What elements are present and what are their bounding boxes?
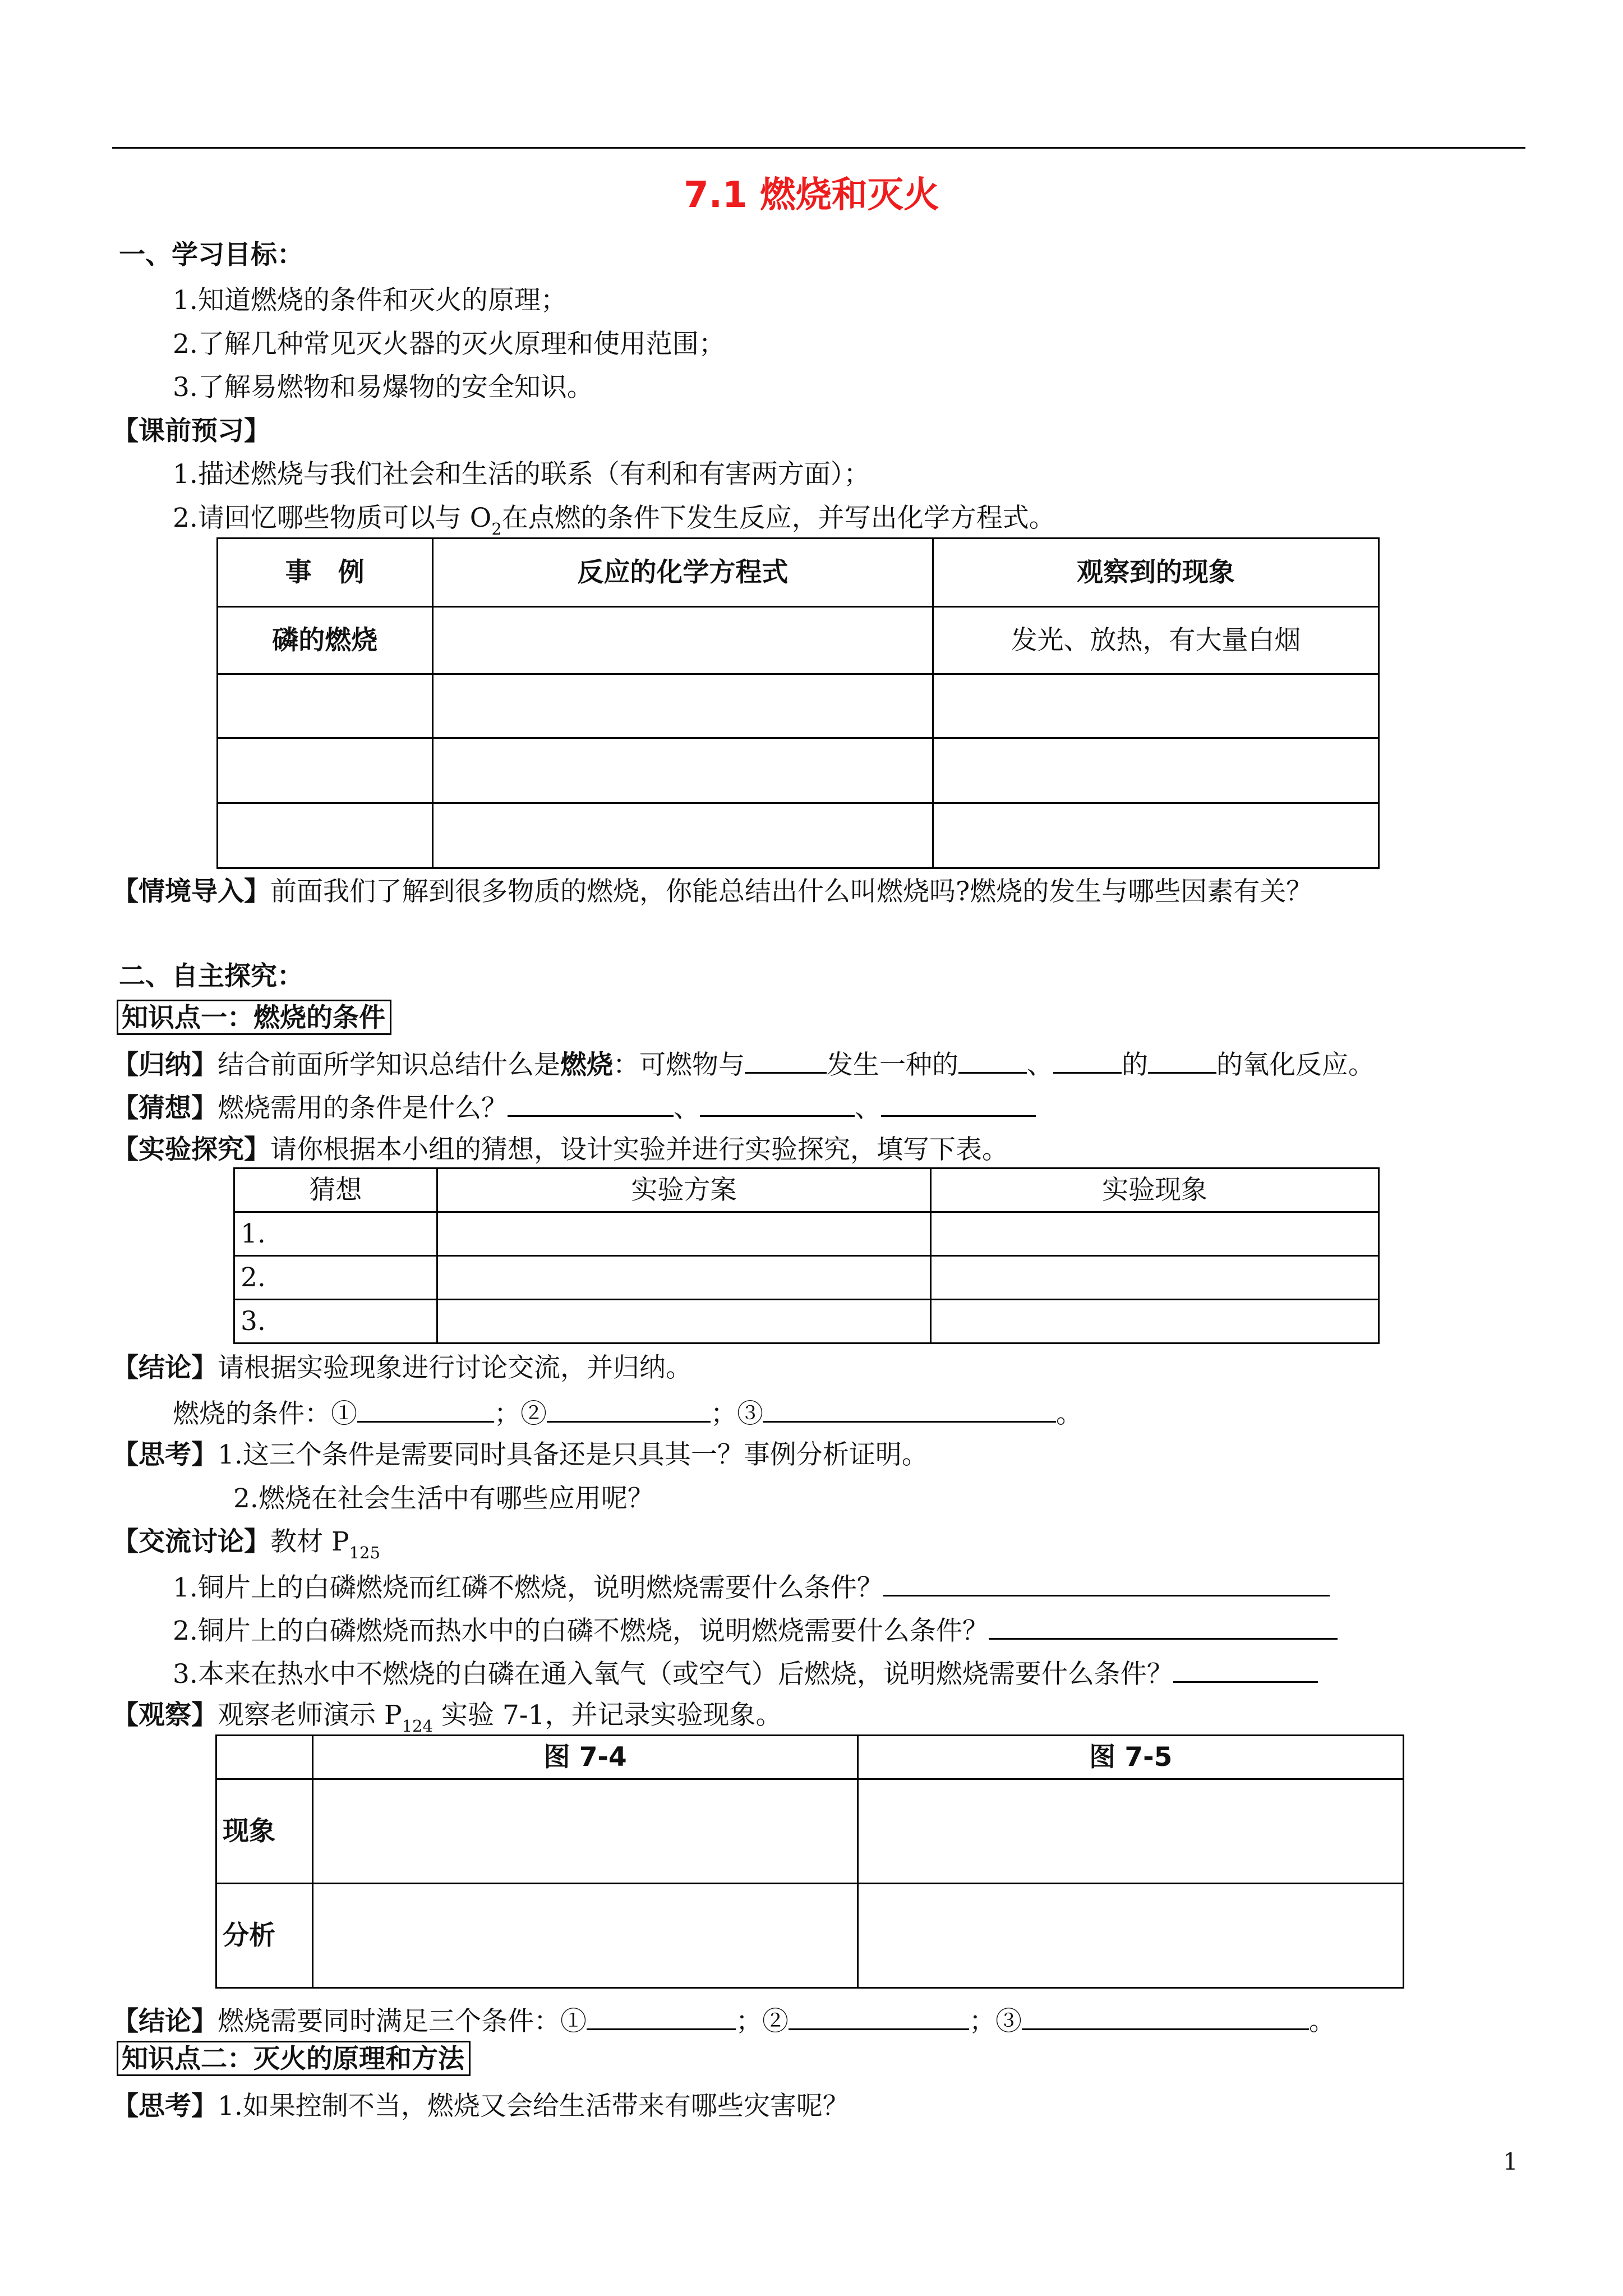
- jiaoliu-question-2: [173, 1616, 1338, 1644]
- jielun-text: ；②: [736, 2006, 789, 2037]
- jielun-text: 燃烧需要同时满足三个条件：①: [218, 2006, 587, 2037]
- answer-blank[interactable]: [989, 1616, 1338, 1640]
- jielun-text: 。: [1309, 2006, 1335, 2037]
- preview-question-2-text-end: 在点燃的条件下发生反应，并写出化学方程式。: [501, 503, 1055, 533]
- oxygen-subscript: 2: [491, 519, 502, 539]
- intro-paragraph: [112, 878, 1312, 905]
- table-cell: 3.: [234, 1300, 437, 1343]
- separator: 、: [855, 1093, 881, 1124]
- guancha-line: [112, 1700, 782, 1736]
- answer-blank[interactable]: [1053, 1050, 1122, 1074]
- header-rule: [112, 147, 1525, 149]
- answer-blank[interactable]: [745, 1050, 827, 1074]
- sikao-question: 1.这三个条件是需要同时具备还是只具其一？事例分析证明。: [218, 1439, 928, 1470]
- table-cell-answer[interactable]: [933, 738, 1379, 803]
- shiyan-line: [112, 1134, 1008, 1165]
- table-cell-answer[interactable]: [432, 803, 933, 868]
- separator: 、: [674, 1093, 700, 1124]
- jiaoliu-line: [112, 1526, 380, 1562]
- jiaoliu-text: 教材 P: [270, 1526, 349, 1557]
- table-cell-answer[interactable]: [432, 607, 933, 674]
- sikao-question: 2.燃烧在社会生活中有哪些应用呢？: [233, 1483, 654, 1514]
- table-cell-answer[interactable]: [437, 1300, 931, 1343]
- guina-text: 的: [1122, 1050, 1148, 1080]
- guina-text: ：可燃物与: [613, 1050, 745, 1080]
- table-header: 反应的化学方程式: [432, 539, 933, 607]
- conditions-line: [173, 1398, 1082, 1427]
- guina-tag: 【归纳】: [112, 1050, 218, 1080]
- caixiang-tag: 【猜想】: [112, 1093, 218, 1124]
- table-cell-answer[interactable]: [933, 674, 1379, 738]
- table-cell-answer[interactable]: [218, 803, 433, 868]
- table-header: 观察到的现象: [933, 539, 1379, 607]
- jielun-text: ；③: [969, 2006, 1022, 2037]
- sikao-question: 1.如果控制不当，燃烧又会给生活带来有哪些灾害呢？: [218, 2091, 849, 2122]
- row-label: 分析: [216, 1884, 313, 1988]
- jiaoliu-question-3: [173, 1659, 1318, 1690]
- knowledge-point-1: 知识点一：燃烧的条件: [117, 1000, 391, 1035]
- guancha-tag: 【观察】: [112, 1700, 218, 1731]
- observation-table: [215, 1734, 1404, 1989]
- sikao-tag: 【思考】: [112, 2091, 218, 2122]
- jiaoliu-question-1: [173, 1572, 1330, 1601]
- answer-blank[interactable]: [883, 1572, 1330, 1596]
- jiaoliu-tag: 【交流讨论】: [112, 1526, 270, 1557]
- shiyan-text: 请你根据本小组的猜想，设计实验并进行实验探究，填写下表。: [270, 1134, 1008, 1165]
- table-cell-answer[interactable]: [933, 803, 1379, 868]
- conditions-text: 燃烧的条件：①: [173, 1398, 357, 1429]
- answer-blank[interactable]: [1173, 1659, 1318, 1683]
- objective-item: 1.知道燃烧的条件和灭火的原理；: [173, 285, 567, 316]
- table-cell: 2.: [234, 1256, 437, 1300]
- conditions-text: ；②: [494, 1398, 547, 1429]
- sikao-2-line: [112, 2091, 849, 2122]
- guina-text: 、: [1027, 1050, 1053, 1080]
- answer-blank[interactable]: [1022, 2006, 1309, 2030]
- guina-text: 结合前面所学知识总结什么是: [218, 1050, 560, 1080]
- answer-blank[interactable]: [1148, 1050, 1216, 1074]
- table-header: 猜想: [234, 1168, 437, 1212]
- intro-text: 前面我们了解到很多物质的燃烧，你能总结出什么叫燃烧吗?燃烧的发生与哪些因素有关？: [270, 876, 1313, 907]
- knowledge-point-2: 知识点二：灭火的原理和方法: [117, 2041, 471, 2076]
- jielun-2-line: [112, 2006, 1335, 2035]
- jielun-1-line: [112, 1352, 692, 1383]
- sikao-tag: 【思考】: [112, 1439, 218, 1470]
- table-header: 事 例: [218, 539, 433, 607]
- table-cell: 1.: [234, 1212, 437, 1256]
- table-cell-answer[interactable]: [312, 1884, 858, 1988]
- guina-line: [112, 1050, 1375, 1078]
- guancha-text: 观察老师演示 P: [218, 1700, 402, 1731]
- table-header: 图 7-5: [858, 1736, 1404, 1779]
- table-cell-answer[interactable]: [437, 1256, 931, 1300]
- section-1-heading: 一、学习目标：: [119, 240, 303, 270]
- table-header: 图 7-4: [312, 1736, 858, 1779]
- shiyan-tag: 【实验探究】: [112, 1134, 270, 1165]
- answer-blank[interactable]: [881, 1093, 1036, 1117]
- row-label: 现象: [216, 1779, 313, 1884]
- answer-blank[interactable]: [508, 1093, 674, 1117]
- guina-text: 发生一种的: [827, 1050, 958, 1080]
- table-cell-answer[interactable]: [931, 1212, 1379, 1256]
- page-title: 7.1 燃烧和灭火: [684, 174, 939, 216]
- preview-tag: 【课前预习】: [112, 416, 270, 447]
- objective-item: 3.了解易燃物和易爆物的安全知识。: [173, 372, 593, 403]
- question-text: 1.铜片上的白磷燃烧而红磷不燃烧，说明燃烧需要什么条件？: [173, 1572, 883, 1603]
- table-cell-answer[interactable]: [437, 1212, 931, 1256]
- table-cell-answer[interactable]: [858, 1779, 1404, 1884]
- table-cell: 发光、放热，有大量白烟: [933, 607, 1379, 674]
- intro-tag: 【情境导入】: [112, 876, 270, 907]
- question-text: 2.铜片上的白磷燃烧而热水中的白磷不燃烧，说明燃烧需要什么条件？: [173, 1616, 989, 1646]
- table-cell-answer[interactable]: [931, 1300, 1379, 1343]
- answer-blank[interactable]: [700, 1093, 855, 1117]
- caixiang-text: 燃烧需用的条件是什么？: [218, 1093, 508, 1124]
- page-subscript: 124: [402, 1717, 433, 1736]
- table-cell-answer[interactable]: [432, 738, 933, 803]
- answer-blank[interactable]: [547, 1398, 711, 1423]
- table-cell-answer[interactable]: [312, 1779, 858, 1884]
- conditions-text: ；③: [711, 1398, 763, 1429]
- conditions-text: 。: [1056, 1398, 1082, 1429]
- answer-blank[interactable]: [763, 1398, 1056, 1423]
- preview-question-1: 1.描述燃烧与我们社会和生活的联系（有利和有害两方面）；: [173, 459, 870, 490]
- jielun-tag: 【结论】: [112, 1352, 218, 1383]
- caixiang-line: [112, 1093, 1036, 1124]
- table-cell-answer[interactable]: [931, 1256, 1379, 1300]
- page-subscript: 125: [349, 1543, 380, 1562]
- question-text: 3.本来在热水中不燃烧的白磷在通入氧气（或空气）后燃烧，说明燃烧需要什么条件？: [173, 1659, 1173, 1690]
- table-cell-answer[interactable]: [858, 1884, 1404, 1988]
- preview-question-2: [173, 503, 1055, 539]
- table-cell-answer[interactable]: [218, 738, 433, 803]
- table-header: [216, 1736, 313, 1779]
- sikao-1-line: [112, 1439, 928, 1470]
- reaction-table: [216, 537, 1380, 869]
- table-cell-answer[interactable]: [432, 674, 933, 738]
- preview-question-2-text: 2.请回忆哪些物质可以与 O: [173, 503, 492, 533]
- table-header: 实验方案: [437, 1168, 931, 1212]
- guina-keyword: 燃烧: [560, 1050, 613, 1080]
- table-cell-answer[interactable]: [218, 674, 433, 738]
- jielun-tag: 【结论】: [112, 2006, 218, 2037]
- table-cell: 磷的燃烧: [218, 607, 433, 674]
- section-2-heading: 二、自主探究：: [119, 961, 303, 992]
- jielun-text: 请根据实验现象进行讨论交流，并归纳。: [218, 1352, 692, 1383]
- answer-blank[interactable]: [357, 1398, 494, 1423]
- table-header: 实验现象: [931, 1168, 1379, 1212]
- objective-item: 2.了解几种常见灭火器的灭火原理和使用范围；: [173, 329, 725, 360]
- answer-blank[interactable]: [958, 1050, 1027, 1074]
- answer-blank[interactable]: [789, 2006, 969, 2030]
- guina-text: 的氧化反应。: [1216, 1050, 1375, 1080]
- page-number: 1: [1503, 2148, 1518, 2175]
- experiment-table: [233, 1167, 1380, 1344]
- answer-blank[interactable]: [587, 2006, 736, 2030]
- guancha-text: 实验 7-1，并记录实验现象。: [432, 1700, 782, 1731]
